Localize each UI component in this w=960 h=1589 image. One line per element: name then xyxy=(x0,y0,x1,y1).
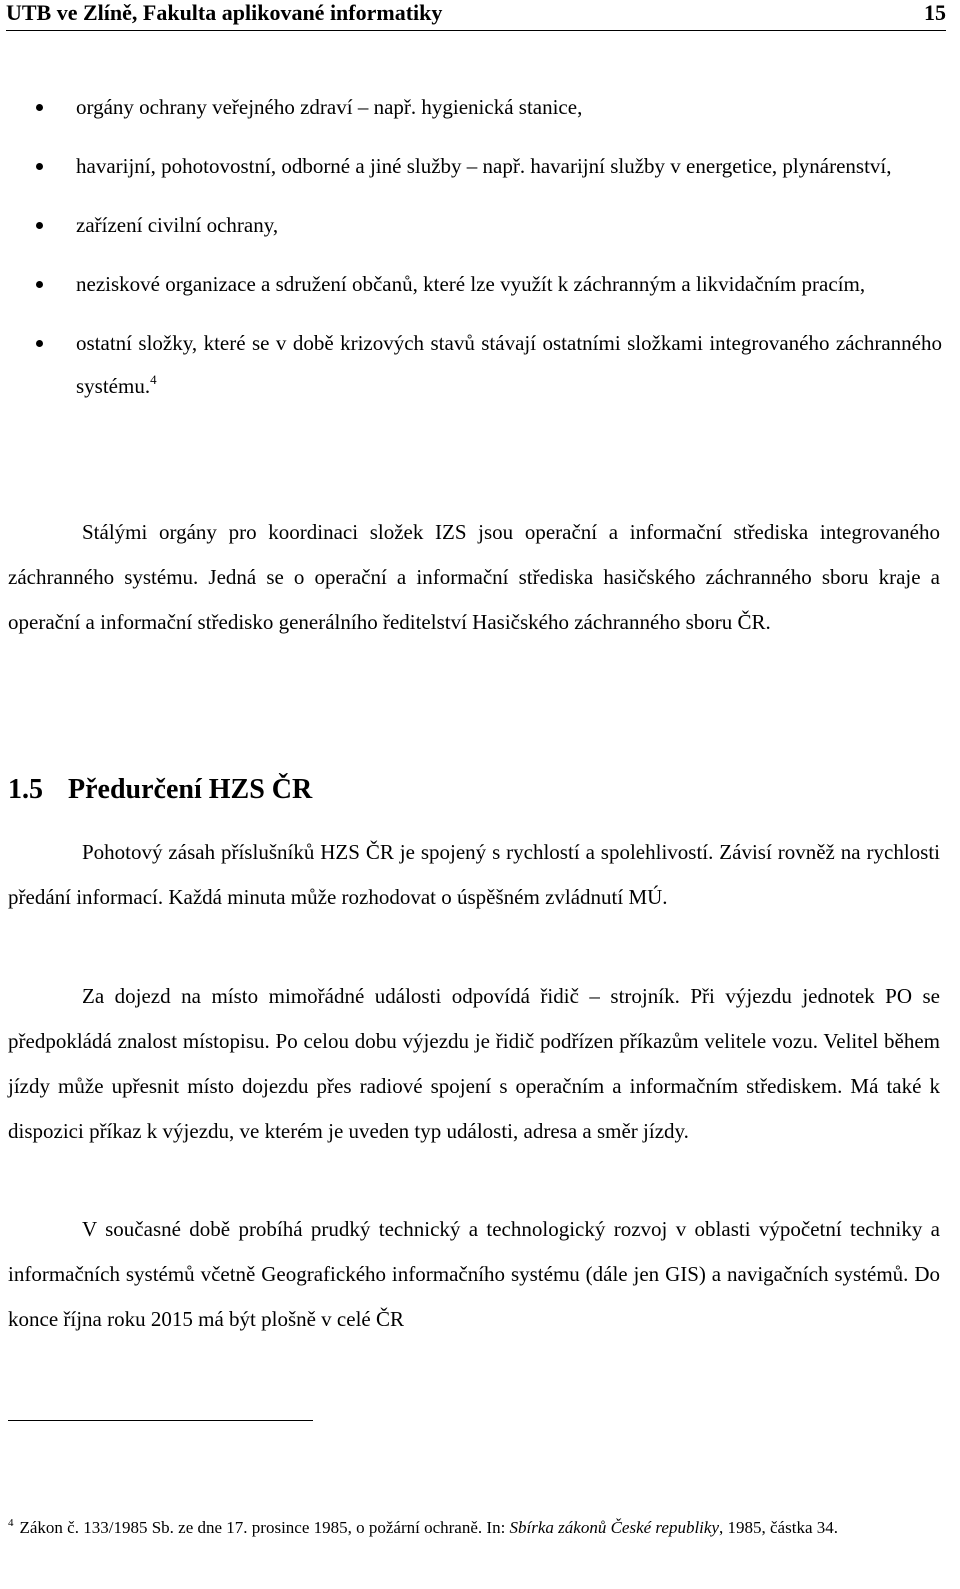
list-item-text: ostatní složky, které se v době krizových stavů stávají ostatními složkami integrovaného záchranného systému. xyxy=(76,331,942,398)
paragraph-gis: V současné době probíhá prudký technický a technologický rozvoj v oblasti výpočetní techniky a informačních systémů včetně Geografického informačního systému (dále jen GIS) a navigačních systémů. Do konce října roku 2015 má být plošně v celé ČR xyxy=(8,1217,940,1331)
list-item-text: neziskové organizace a sdružení občanů, které lze využít k záchranným a likvidačním pracím, xyxy=(76,272,866,296)
list-item xyxy=(0,322,960,408)
list-item-text: orgány ochrany veřejného zdraví – např. hygienická stanice, xyxy=(76,95,583,119)
footnote-text-end: , 1985, částka 34. xyxy=(719,1518,838,1537)
header-title: UTB ve Zlíně, Fakulta aplikované informatiky xyxy=(6,0,443,25)
footnote xyxy=(8,1514,940,1541)
list-item xyxy=(0,263,960,306)
footnote-reference[interactable]: 4 xyxy=(150,372,157,387)
bullet-icon xyxy=(36,104,43,111)
list-item xyxy=(0,145,960,188)
section-heading xyxy=(8,768,312,812)
paragraph-coordination: Stálými orgány pro koordinaci složek IZS jsou operační a informační střediska integrovaného záchranného systému. Jedná se o operační a informační střediska hasičského záchranného sboru kraje a operační a informační středisko generálního ředitelství Hasičského záchranného sboru ČR. xyxy=(8,520,940,634)
footnote-mark: 4 xyxy=(8,1517,14,1529)
bullet-icon xyxy=(36,281,43,288)
list-item xyxy=(0,86,960,129)
list-item-text: havarijní, pohotovostní, odborné a jiné služby – např. havarijní služby v energetice, plynárenství, xyxy=(76,154,892,178)
footnote-text: Zákon č. 133/1985 Sb. ze dne 17. prosince 1985, o požární ochraně. In: xyxy=(19,1518,510,1537)
paragraph-driver: Za dojezd na místo mimořádné události odpovídá řidič – strojník. Při výjezdu jednotek PO se předpokládá znalost místopisu. Po celou dobu výjezdu je řidič podřízen příkazům velitele vozu. Velitel během jízdy může upřesnit místo dojezdu přes radiové spojení s operačním a informačním střediskem. Má také k dispozici příkaz k výjezdu, ve kterém je uveden typ události, adresa a směr jízdy. xyxy=(8,984,940,1143)
footnote-divider xyxy=(8,1420,313,1421)
bullet-icon xyxy=(36,163,43,170)
list-item-text: zařízení civilní ochrany, xyxy=(76,213,279,237)
bullet-icon xyxy=(36,340,43,347)
footnote-source-title: Sbírka zákonů České republiky xyxy=(509,1518,720,1537)
bullet-list xyxy=(0,86,960,424)
bullet-icon xyxy=(36,222,43,229)
page-header xyxy=(6,0,946,30)
section-number: 1.5 xyxy=(8,774,43,805)
paragraph-intervention: Pohotový zásah příslušníků HZS ČR je spojený s rychlostí a spolehlivostí. Závisí rovněž na rychlosti předání informací. Každá minuta může rozhodovat o úspěšném zvládnutí MÚ. xyxy=(8,840,940,909)
page-number: 15 xyxy=(924,0,946,25)
section-title: Předurčení HZS ČR xyxy=(68,774,313,805)
list-item xyxy=(0,204,960,247)
header-divider xyxy=(6,30,946,31)
